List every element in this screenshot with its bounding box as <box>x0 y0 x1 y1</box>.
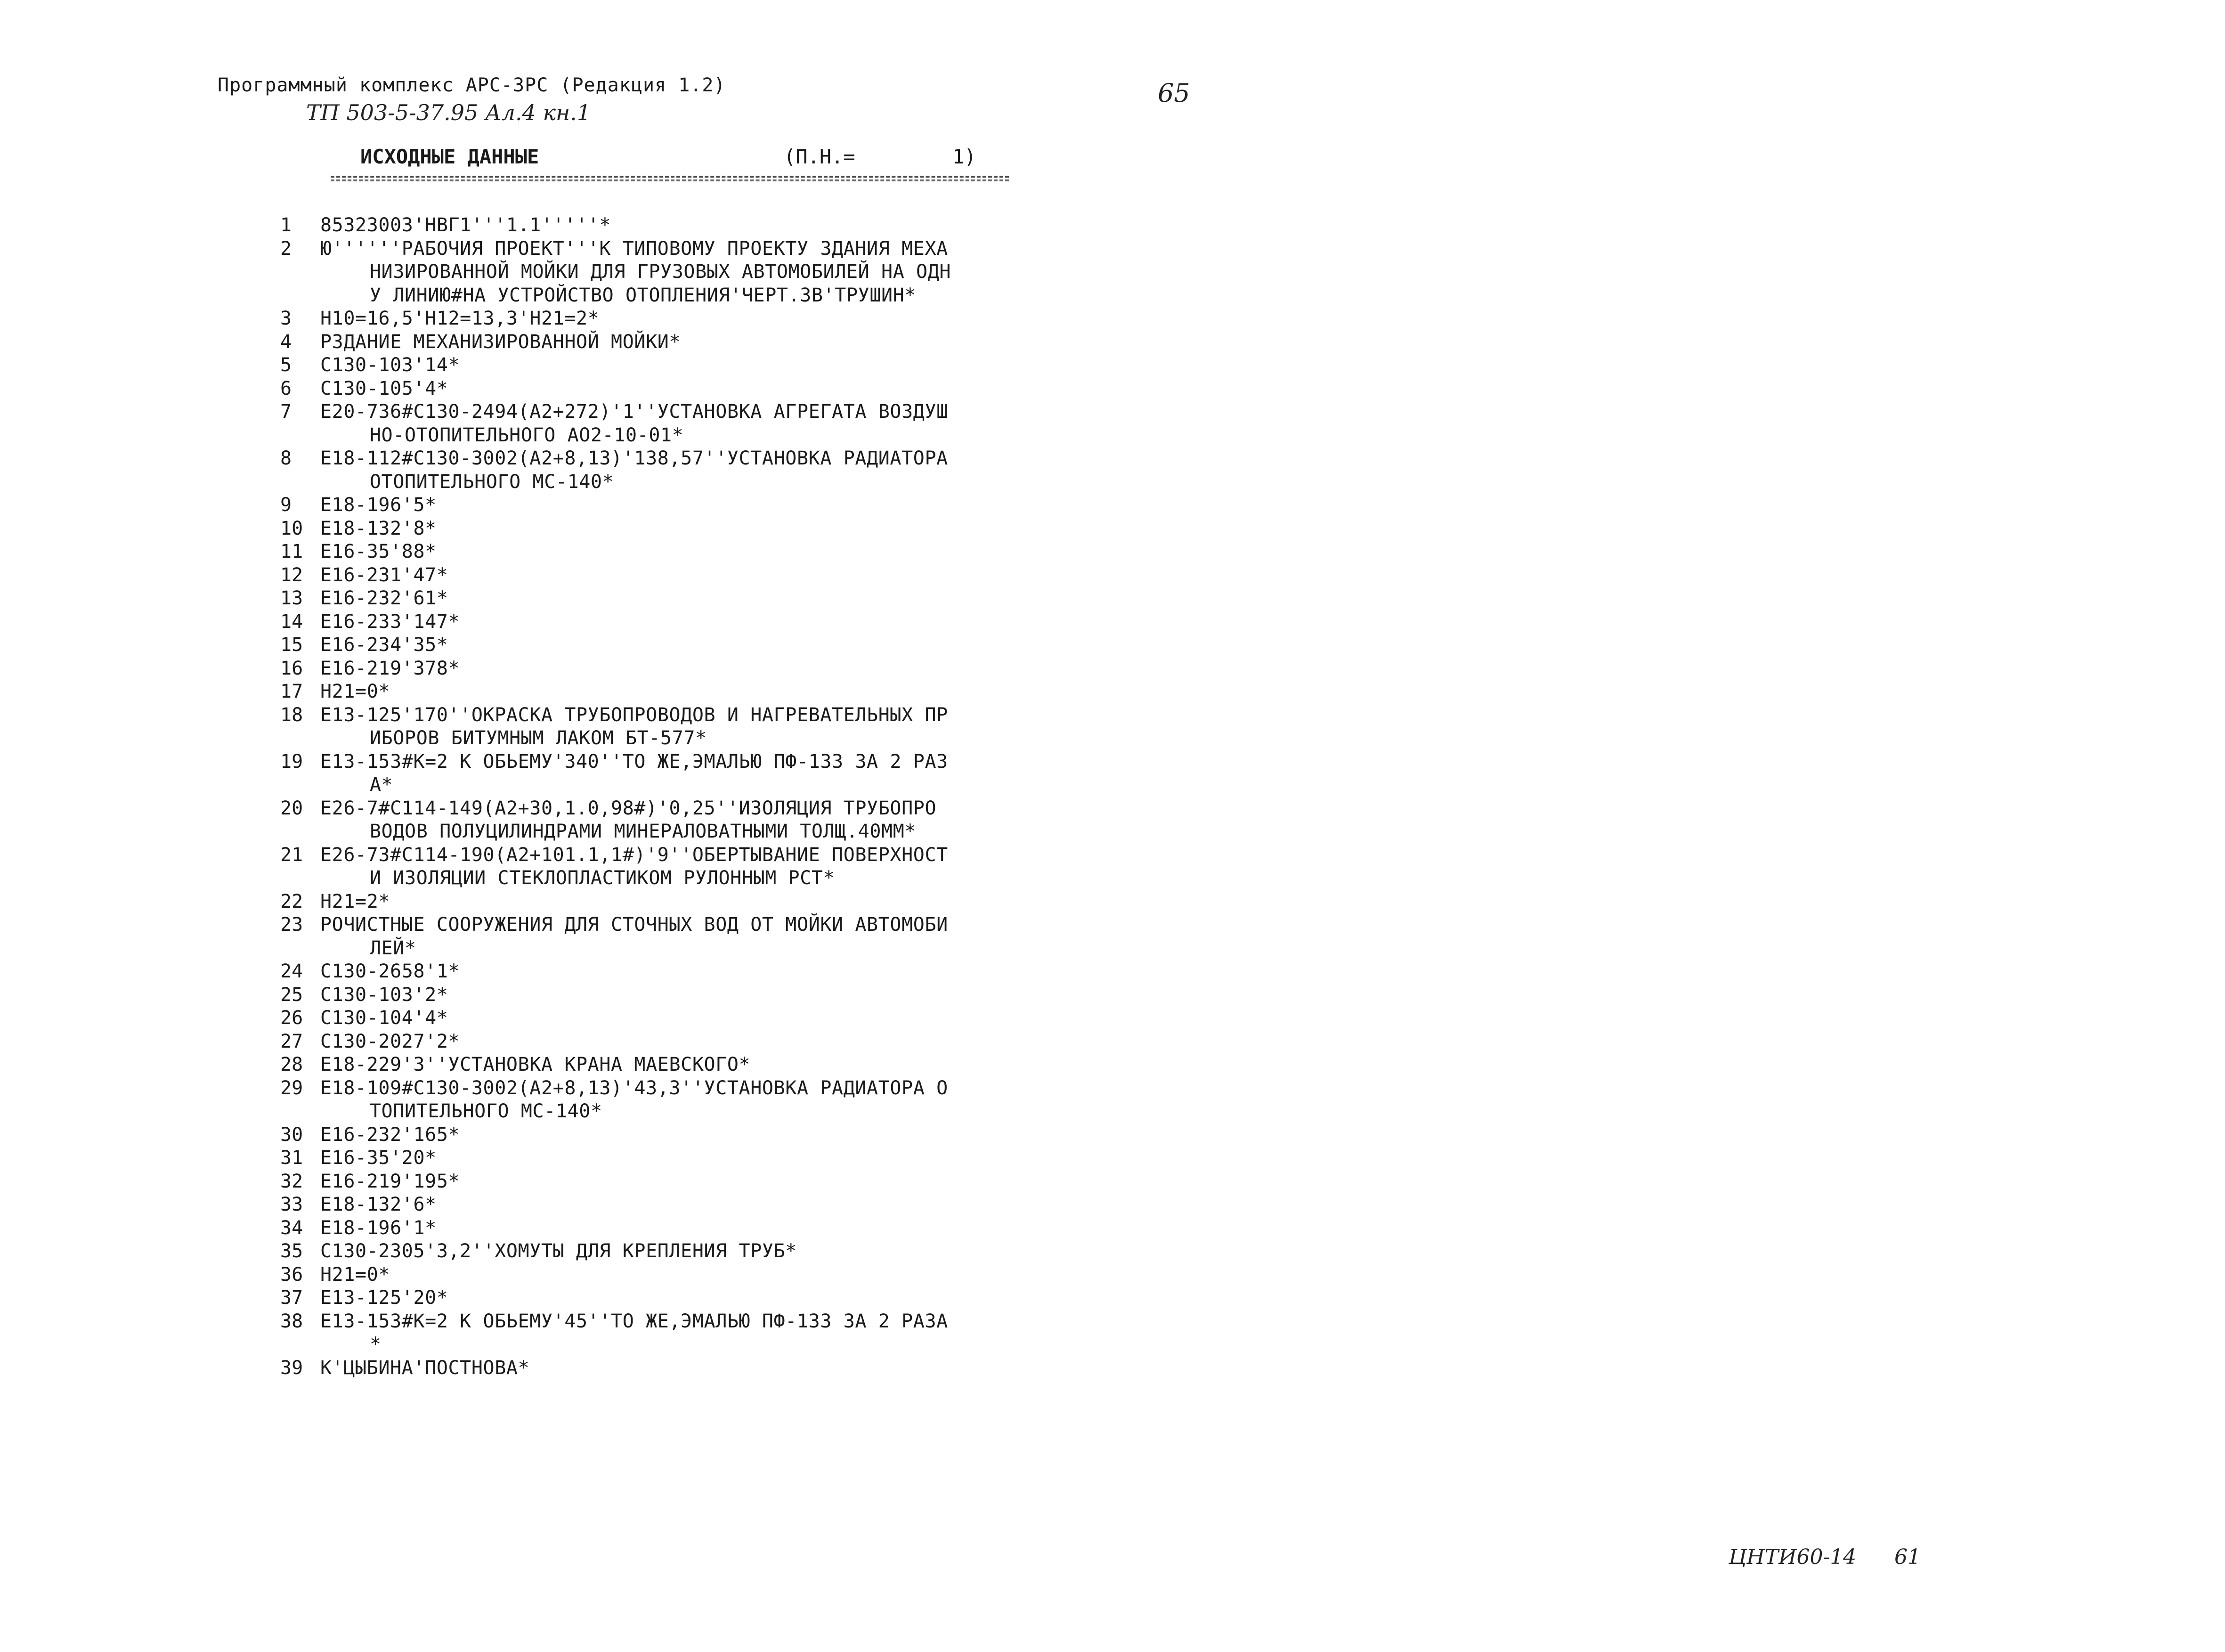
line-text: С130-104'4* <box>320 1007 448 1029</box>
divider-line <box>331 176 1009 178</box>
line-text: Е13-153#К=2 К ОБЬЕМУ'45''ТО ЖЕ,ЭМАЛЬЮ ПФ-133 ЗА 2 РАЗА <box>320 1310 948 1332</box>
line-text: Е16-233'147* <box>320 610 460 633</box>
line-number: 12 <box>280 564 303 586</box>
document-reference: ТП 503-5-37.95 Ал.4 кн.1 <box>306 100 591 125</box>
line-number: 21 <box>280 844 303 866</box>
line-text: Е20-736#С130-2494(А2+272)'1''УСТАНОВКА АГРЕГАТА ВОЗДУШ <box>320 401 948 423</box>
listing-line <box>280 237 1109 261</box>
line-number: 17 <box>280 681 303 702</box>
line-text: * <box>370 1334 382 1355</box>
indent-spacer <box>280 937 370 960</box>
line-text: ЛЕЙ* <box>370 937 416 959</box>
line-number: 23 <box>280 914 303 936</box>
line-text: ИБОРОВ БИТУМНЫМ ЛАКОМ БТ-577* <box>370 727 707 749</box>
indent-spacer <box>280 424 370 448</box>
listing-line <box>280 960 1109 984</box>
line-number: 2 <box>280 237 292 260</box>
line-number: 1 <box>280 214 292 236</box>
line-number: 15 <box>280 634 303 656</box>
input-data-listing <box>280 214 1109 1380</box>
listing-line <box>280 1217 1109 1240</box>
line-number: 37 <box>280 1287 303 1309</box>
listing-line <box>280 844 1109 867</box>
listing-continuation <box>280 773 1109 797</box>
line-text: Е16-232'165* <box>320 1123 460 1146</box>
line-text: К'ЦЫБИНА'ПОСТНОВА* <box>320 1357 530 1379</box>
line-text: НО-ОТОПИТЕЛЬНОГО АО2-10-01* <box>370 424 684 446</box>
line-number: 29 <box>280 1077 303 1099</box>
listing-continuation <box>280 471 1109 494</box>
line-text: Е16-219'378* <box>320 657 460 679</box>
line-number: 31 <box>280 1147 303 1169</box>
listing-line <box>280 890 1109 914</box>
listing-line <box>280 1147 1109 1170</box>
listing-line <box>280 1007 1109 1030</box>
line-text: Н21=2* <box>320 890 390 912</box>
listing-line <box>280 984 1109 1007</box>
section-title: ИСХОДНЫЕ ДАННЫЕ <box>360 145 539 168</box>
listing-line <box>280 540 1109 564</box>
line-number: 25 <box>280 984 303 1006</box>
indent-spacer <box>280 1333 370 1357</box>
line-text: С130-2658'1* <box>320 960 460 982</box>
indent-spacer <box>280 284 370 308</box>
listing-continuation <box>280 284 1109 308</box>
listing-line <box>280 750 1109 774</box>
listing-line <box>280 634 1109 657</box>
line-text: Е16-35'88* <box>320 541 437 562</box>
line-number: 22 <box>280 890 303 912</box>
line-number: 14 <box>280 610 303 633</box>
line-text: Е26-73#С114-190(А2+101.1,1#)'9''ОБЕРТЫВАНИЕ ПОВЕРХНОСТ <box>320 844 948 866</box>
line-text: С130-103'2* <box>320 984 448 1006</box>
line-number: 39 <box>280 1357 303 1379</box>
listing-line <box>280 704 1109 727</box>
line-text: Е18-196'5* <box>320 494 437 516</box>
listing-line <box>280 1263 1109 1287</box>
line-text: Е13-125'20* <box>320 1287 448 1309</box>
indent-spacer <box>280 867 370 890</box>
divider-line <box>331 179 1009 181</box>
listing-line <box>280 447 1109 471</box>
listing-continuation <box>280 727 1109 750</box>
line-text: Е13-125'170''ОКРАСКА ТРУБОПРОВОДОВ И НАГРЕВАТЕЛЬНЫХ ПР <box>320 704 948 726</box>
line-text: Е16-231'47* <box>320 564 448 586</box>
line-text: У ЛИНИЮ#НА УСТРОЙСТВО ОТОПЛЕНИЯ'ЧЕРТ.ЗВ'ТРУШИН* <box>370 284 917 306</box>
listing-continuation <box>280 1100 1109 1123</box>
line-number: 20 <box>280 797 303 819</box>
line-text: Е18-196'1* <box>320 1217 437 1239</box>
line-number: 13 <box>280 587 303 609</box>
line-number: 3 <box>280 308 292 329</box>
listing-line <box>280 680 1109 704</box>
listing-line <box>280 400 1109 424</box>
line-number: 11 <box>280 541 303 562</box>
line-text: Е16-234'35* <box>320 634 448 656</box>
line-text: Е18-112#С130-3002(А2+8,13)'138,57''УСТАНОВКА РАДИАТОРА <box>320 448 948 469</box>
program-title: Программный комплекс АРС-ЗРС (Редакция 1.2) <box>218 74 726 96</box>
listing-line <box>280 1357 1109 1380</box>
listing-continuation <box>280 820 1109 844</box>
line-number: 16 <box>280 657 303 679</box>
line-text: Е16-219'195* <box>320 1170 460 1192</box>
line-number: 6 <box>280 377 292 399</box>
line-text: Е18-132'8* <box>320 517 437 539</box>
listing-continuation <box>280 1333 1109 1357</box>
page-label-value: 1) <box>952 145 976 168</box>
line-number: 18 <box>280 704 303 726</box>
line-number: 34 <box>280 1217 303 1239</box>
listing-line <box>280 564 1109 587</box>
line-text: ТОПИТЕЛЬНОГО МС-140* <box>370 1100 602 1122</box>
listing-line <box>280 587 1109 610</box>
line-text: Н21=0* <box>320 681 390 702</box>
indent-spacer <box>280 1100 370 1123</box>
line-number: 5 <box>280 354 292 376</box>
listing-line <box>280 214 1109 237</box>
listing-line <box>280 1193 1109 1217</box>
listing-line <box>280 1240 1109 1263</box>
line-number: 19 <box>280 750 303 773</box>
line-number: 8 <box>280 448 292 469</box>
line-number: 30 <box>280 1123 303 1146</box>
line-number: 26 <box>280 1007 303 1029</box>
listing-line <box>280 377 1109 401</box>
footer-number: 61 <box>1894 1545 1921 1569</box>
indent-spacer <box>280 727 370 750</box>
line-number: 33 <box>280 1194 303 1215</box>
listing-line <box>280 610 1109 634</box>
line-number: 35 <box>280 1240 303 1262</box>
line-text: С130-2027'2* <box>320 1030 460 1052</box>
line-number: 10 <box>280 517 303 539</box>
listing-line <box>280 1030 1109 1054</box>
listing-line <box>280 913 1109 937</box>
line-text: РОЧИСТНЫЕ СООРУЖЕНИЯ ДЛЯ СТОЧНЫХ ВОД ОТ МОЙКИ АВТОМОБИ <box>320 914 948 936</box>
line-text: Е18-109#С130-3002(А2+8,13)'43,3''УСТАНОВКА РАДИАТОРА О <box>320 1077 948 1099</box>
line-text: ВОДОВ ПОЛУЦИЛИНДРАМИ МИНЕРАЛОВАТНЫМИ ТОЛЩ.40ММ* <box>370 821 917 842</box>
listing-continuation <box>280 937 1109 960</box>
line-text: Е13-153#К=2 К ОБЬЕМУ'340''ТО ЖЕ,ЭМАЛЬЮ ПФ-133 ЗА 2 РАЗ <box>320 750 948 773</box>
listing-line <box>280 1123 1109 1147</box>
line-text: А* <box>370 774 393 796</box>
line-text: С130-103'14* <box>320 354 460 376</box>
line-number: 27 <box>280 1030 303 1052</box>
line-text: 85323003'НВГ1'''1.1'''''* <box>320 214 611 236</box>
line-number: 24 <box>280 960 303 982</box>
line-text: Н10=16,5'Н12=13,3'Н21=2* <box>320 308 600 329</box>
indent-spacer <box>280 260 370 284</box>
listing-line <box>280 1310 1109 1334</box>
line-number: 28 <box>280 1054 303 1075</box>
line-number: 32 <box>280 1170 303 1192</box>
listing-line <box>280 307 1109 331</box>
line-text: С130-105'4* <box>320 377 448 399</box>
line-number: 38 <box>280 1310 303 1332</box>
listing-line <box>280 517 1109 541</box>
listing-line <box>280 1286 1109 1310</box>
listing-line <box>280 1170 1109 1194</box>
line-number: 9 <box>280 494 292 516</box>
indent-spacer <box>280 471 370 494</box>
listing-line <box>280 657 1109 681</box>
line-text: Е16-232'61* <box>320 587 448 609</box>
indent-spacer <box>280 773 370 797</box>
line-text: ОТОПИТЕЛЬНОГО МС-140* <box>370 471 614 493</box>
line-number: 7 <box>280 401 292 423</box>
line-text: Е26-7#С114-149(А2+30,1.0,98#)'0,25''ИЗОЛЯЦИЯ ТРУБОПРО <box>320 797 937 819</box>
line-text: Е18-132'6* <box>320 1194 437 1215</box>
footer-stamp: ЦНТИ60-14 <box>1729 1545 1857 1569</box>
listing-line <box>280 354 1109 377</box>
listing-line <box>280 494 1109 517</box>
line-text: Е18-229'3''УСТАНОВКА КРАНА МАЕВСКОГО* <box>320 1054 751 1075</box>
listing-continuation <box>280 424 1109 448</box>
line-text: С130-2305'3,2''ХОМУТЫ ДЛЯ КРЕПЛЕНИЯ ТРУБ* <box>320 1240 797 1262</box>
line-text: НИЗИРОВАННОЙ МОЙКИ ДЛЯ ГРУЗОВЫХ АВТОМОБИЛЕЙ НА ОДН <box>370 261 951 283</box>
line-text: Н21=0* <box>320 1263 390 1286</box>
line-text: И ИЗОЛЯЦИИ СТЕКЛОПЛАСТИКОМ РУЛОННЫМ РСТ* <box>370 867 835 889</box>
listing-line <box>280 1053 1109 1077</box>
page-number: 65 <box>1158 78 1190 108</box>
line-text: Ю''''''РАБОЧИЯ ПРОЕКТ'''К ТИПОВОМУ ПРОЕКТУ ЗДАНИЯ МЕХА <box>320 237 948 260</box>
listing-continuation <box>280 867 1109 890</box>
listing-line <box>280 797 1109 821</box>
indent-spacer <box>280 820 370 844</box>
line-text: РЗДАНИЕ МЕХАНИЗИРОВАННОЙ МОЙКИ* <box>320 331 681 353</box>
line-number: 36 <box>280 1263 303 1286</box>
line-text: Е16-35'20* <box>320 1147 437 1169</box>
page-label: (П.Н.= <box>784 145 855 168</box>
line-number: 4 <box>280 331 292 353</box>
listing-line <box>280 331 1109 354</box>
listing-continuation <box>280 260 1109 284</box>
listing-line <box>280 1077 1109 1100</box>
